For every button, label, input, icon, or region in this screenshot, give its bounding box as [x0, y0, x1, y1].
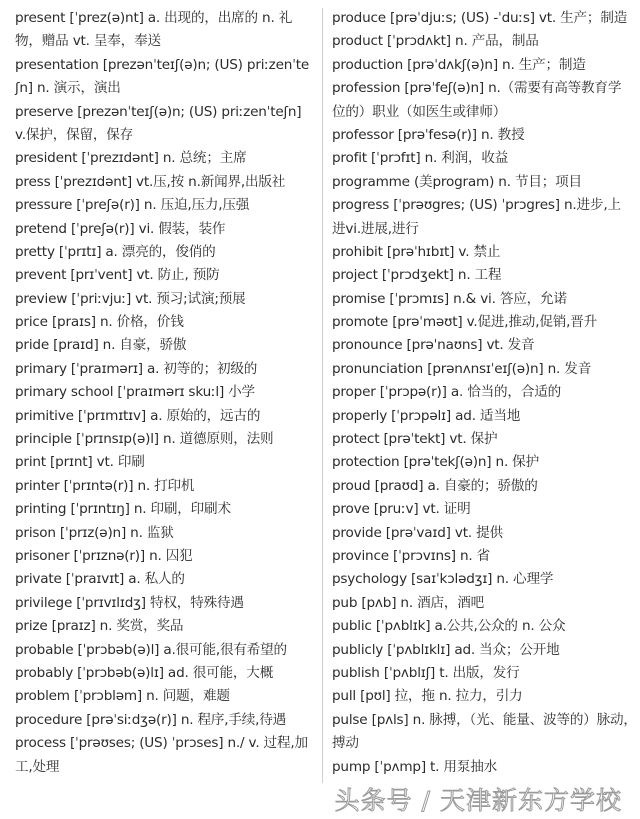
- vocab-entry: [332, 381, 632, 404]
- vocab-entry: [332, 498, 632, 521]
- vocab-entry-line: pulse [pʌls] n. 脉搏，（光、能量、波等的）脉动，: [332, 711, 637, 728]
- vocab-entry: [15, 288, 315, 311]
- vocab-entry: [332, 522, 632, 545]
- vocab-entry-line: preview [ˈpriːvjuː] vt. 预习;试演;预展: [15, 290, 246, 307]
- vocab-entry: [332, 615, 632, 638]
- vocab-entry-line: proper [ˈprɔpə(r)] a. 恰当的，合适的: [332, 384, 562, 401]
- vocab-entry: [332, 405, 632, 428]
- vocab-entry: [15, 241, 315, 264]
- vocab-entry-line: primary school [ˈpraɪmərɪ skuːl] 小学: [15, 384, 255, 401]
- vocab-entry-line: presentation [prezənˈteɪʃ(ə)n; (US) priːzenˈte: [15, 56, 310, 73]
- vocab-entry: [15, 522, 315, 545]
- vocab-entry-line: print [prɪnt] vt. 印刷: [15, 454, 145, 471]
- vocab-entry: [15, 685, 315, 708]
- vocab-entry: [15, 171, 315, 194]
- vocab-entry: [332, 662, 632, 685]
- vocab-entry: [332, 311, 632, 334]
- vocab-entry-line: promise [ˈprɔmɪs] n.& vi. 答应，允诺: [332, 290, 567, 307]
- vocabulary-column-left: [15, 7, 315, 779]
- vocab-entry: [15, 568, 315, 591]
- vocab-entry-line: profession [prəˈfeʃ(ə)n] n.（需要有高等教育学: [332, 80, 622, 97]
- vocab-entry: [15, 405, 315, 428]
- vocab-entry-line: preserve [prezənˈteɪʃ(ə)n; (US) priːzenˈteʃn]: [15, 103, 302, 120]
- vocab-entry: [15, 428, 315, 451]
- vocab-entry-line: prison [ˈprɪz(ə)n] n. 监狱: [15, 524, 174, 541]
- vocab-entry-line: pronunciation [prənʌnsɪˈeɪʃ(ə)n] n. 发音: [332, 360, 592, 377]
- vocab-entry: [332, 264, 632, 287]
- vocab-entry-line: product [ˈprɔdʌkt] n. 产品，制品: [332, 33, 539, 50]
- vocab-entry-line: pretend [ˈpreʃə(r)] vi. 假装，装作: [15, 220, 226, 237]
- vocab-entry: [15, 381, 315, 404]
- vocab-entry: [332, 124, 632, 147]
- vocab-entry-line: price [praɪs] n. 价格，价钱: [15, 314, 184, 331]
- vocab-entry-line: present [ˈprez(ə)nt] a. 出现的，出席的 n. 礼: [15, 10, 293, 26]
- vocab-entry-line: production [prəˈdʌkʃ(ə)n] n. 生产；制造: [332, 56, 586, 73]
- vocab-entry-line: psychology [saɪˈkɔlədʒɪ] n. 心理学: [332, 571, 554, 588]
- vocab-entry-line: prohibit [prəˈhɪbɪt] v. 禁止: [332, 243, 501, 260]
- vocab-entry: [332, 451, 632, 474]
- vocab-entry-line: 搏动: [332, 735, 359, 752]
- vocab-entry-line: programme (美program) n. 节目；项目: [332, 173, 582, 190]
- vocab-entry-line: president [ˈprezɪdənt] n. 总统；主席: [15, 150, 247, 167]
- vocab-entry-line: promote [prəˈməʊt] v.促进,推动,促销,晋升: [332, 314, 598, 331]
- vocab-entry: [15, 194, 315, 217]
- vocab-entry: [15, 264, 315, 287]
- vocab-entry: [15, 545, 315, 568]
- vocab-entry: [332, 241, 632, 264]
- vocab-entry-line: publish [ˈpʌblɪʃ] t. 出版，发行: [332, 664, 520, 681]
- vocab-entry-line: v.保护，保留，保存: [15, 126, 134, 143]
- vocab-entry-line: prove [pruːv] vt. 证明: [332, 501, 471, 518]
- vocab-entry-line: problem [ˈprɔbləm] n. 问题，难题: [15, 688, 230, 705]
- vocab-entry-line: pressure [ˈpreʃə(r)] n. 压迫,压力,压强: [15, 197, 250, 214]
- vocab-entry-line: pride [praɪd] n. 自豪，骄傲: [15, 337, 187, 354]
- vocab-entry-line: protect [prəˈtekt] vt. 保护: [332, 431, 498, 448]
- vocab-entry: [332, 171, 632, 194]
- vocab-entry: [332, 194, 632, 241]
- vocab-entry-line: 工,处理: [15, 758, 60, 775]
- vocab-entry-line: province [ˈprɔvɪns] n. 省: [332, 547, 491, 564]
- vocab-entry: [15, 732, 315, 779]
- vocab-entry-line: process [ˈprəʊses; (US) ˈprɔses] n./ v. 过程,加: [15, 735, 308, 752]
- vocab-entry-line: profit [ˈprɔfɪt] n. 利润，收益: [332, 150, 509, 167]
- vocab-entry: [15, 475, 315, 498]
- vocab-entry: [15, 498, 315, 521]
- vocab-entry: [15, 662, 315, 685]
- vocab-entry-line: proud [praʊd] a. 自豪的；骄傲的: [332, 477, 538, 494]
- vocab-entry-line: press [ˈprezɪdənt] vt.压,按 n.新闻界,出版社: [15, 173, 286, 190]
- vocab-entry-line: 进vi.进展,进行: [332, 220, 419, 237]
- vocab-entry: [15, 218, 315, 241]
- vocab-entry: [15, 639, 315, 662]
- vocab-entry-line: pub [pʌb] n. 酒店，酒吧: [332, 594, 485, 611]
- vocab-entry: [15, 709, 315, 732]
- vocab-entry: [15, 54, 315, 101]
- vocab-entry: [15, 311, 315, 334]
- vocab-entry-line: prisoner [ˈprɪznə(r)] n. 囚犯: [15, 547, 193, 564]
- vocab-entry-line: 物，赠品 vt. 呈奉，奉送: [15, 33, 161, 50]
- vocab-entry-line: probably [ˈprɔbəb(ə)lɪ] ad. 很可能，大概: [15, 664, 274, 681]
- vocab-entry-line: provide [prəˈvaɪd] vt. 提供: [332, 524, 503, 541]
- vocab-entry-line: ʃn] n. 演示，演出: [15, 80, 121, 97]
- vocab-entry-line: private [ˈpraɪvɪt] a. 私人的: [15, 571, 185, 588]
- vocab-entry-line: primitive [ˈprɪmɪtɪv] a. 原始的，远古的: [15, 407, 261, 424]
- vocab-entry-line: pump [ˈpʌmp] t. 用泵抽水: [332, 758, 497, 775]
- vocab-entry-line: prevent [prɪˈvent] vt. 防止, 预防: [15, 267, 220, 284]
- vocab-entry: [15, 334, 315, 357]
- vocab-entry-line: public [ˈpʌblɪk] a.公共,公众的 n. 公众: [332, 618, 566, 635]
- vocab-entry-line: privilege [ˈprɪvɪlɪdʒ] 特权，特殊待遇: [15, 594, 244, 611]
- vocab-entry-line: protection [prəˈtekʃ(ə)n] n. 保护: [332, 454, 539, 471]
- vocab-entry-line: pull [pʊl] 拉，拖 n. 拉力，引力: [332, 688, 523, 705]
- watermark: 头条号 / 天津新东方学校: [334, 786, 622, 815]
- vocab-entry-line: produce [prəˈdjuːs; (US) -ˈduːs] vt. 生产；制造: [332, 10, 628, 26]
- vocab-entry-line: professor [prəˈfesə(r)] n. 教授: [332, 126, 525, 143]
- vocab-entry-line: probable [ˈprɔbəb(ə)l] a.很可能,很有希望的: [15, 641, 287, 658]
- vocab-entry-line: project [ˈprɔdʒekt] n. 工程: [332, 267, 502, 284]
- vocab-entry: [15, 358, 315, 381]
- vocab-entry: [15, 101, 315, 148]
- vocab-entry: [332, 545, 632, 568]
- vocab-entry: [332, 77, 632, 124]
- vocab-entry-line: pretty [ˈprɪtɪ] a. 漂亮的，俊俏的: [15, 243, 216, 260]
- vocab-entry-line: printer [ˈprɪntə(r)] n. 打印机: [15, 477, 195, 494]
- vocab-entry: [15, 592, 315, 615]
- vocab-entry-line: principle [ˈprɪnsɪp(ə)l] n. 道德原则，法则: [15, 431, 274, 448]
- vocab-entry: [332, 475, 632, 498]
- vocab-entry: [15, 7, 315, 54]
- vocab-entry-line: printing [ˈprɪntɪŋ] n. 印刷，印刷术: [15, 501, 231, 518]
- vocab-entry: [332, 358, 632, 381]
- vocab-entry: [15, 147, 315, 170]
- vocab-entry: [332, 709, 637, 756]
- vocab-entry-line: properly [ˈprɔpəlɪ] ad. 适当地: [332, 407, 521, 424]
- vocab-entry: [332, 7, 632, 30]
- vocab-entry: [332, 147, 632, 170]
- vocab-entry-line: procedure [prəˈsiːdʒə(r)] n. 程序,手续,待遇: [15, 711, 287, 728]
- column-divider: [322, 8, 323, 783]
- vocab-entry-line: publicly [ˈpʌblɪklɪ] ad. 当众；公开地: [332, 641, 560, 658]
- vocab-entry: [332, 54, 632, 77]
- vocabulary-column-right: [332, 7, 637, 779]
- vocab-entry: [332, 639, 632, 662]
- vocab-entry: [15, 615, 315, 638]
- vocab-entry-line: progress [ˈprəʊgres; (US) ˈprɔgres] n.进步,上: [332, 197, 621, 214]
- vocab-entry-line: 位的）职业（如医生或律师）: [332, 103, 507, 120]
- vocab-entry: [332, 30, 632, 53]
- vocab-entry: [332, 685, 632, 708]
- vocab-entry-line: prize [praɪz] n. 奖赏，奖品: [15, 618, 184, 635]
- vocab-entry-line: primary [ˈpraɪmərɪ] a. 初等的；初级的: [15, 360, 258, 377]
- vocab-entry: [15, 451, 315, 474]
- vocab-entry: [332, 334, 632, 357]
- vocab-entry: [332, 288, 632, 311]
- vocab-entry: [332, 568, 632, 591]
- vocab-entry: [332, 428, 632, 451]
- vocab-entry: [332, 592, 632, 615]
- vocab-entry-line: pronounce [prəˈnaʊns] vt. 发音: [332, 337, 535, 354]
- vocab-entry: [332, 756, 632, 779]
